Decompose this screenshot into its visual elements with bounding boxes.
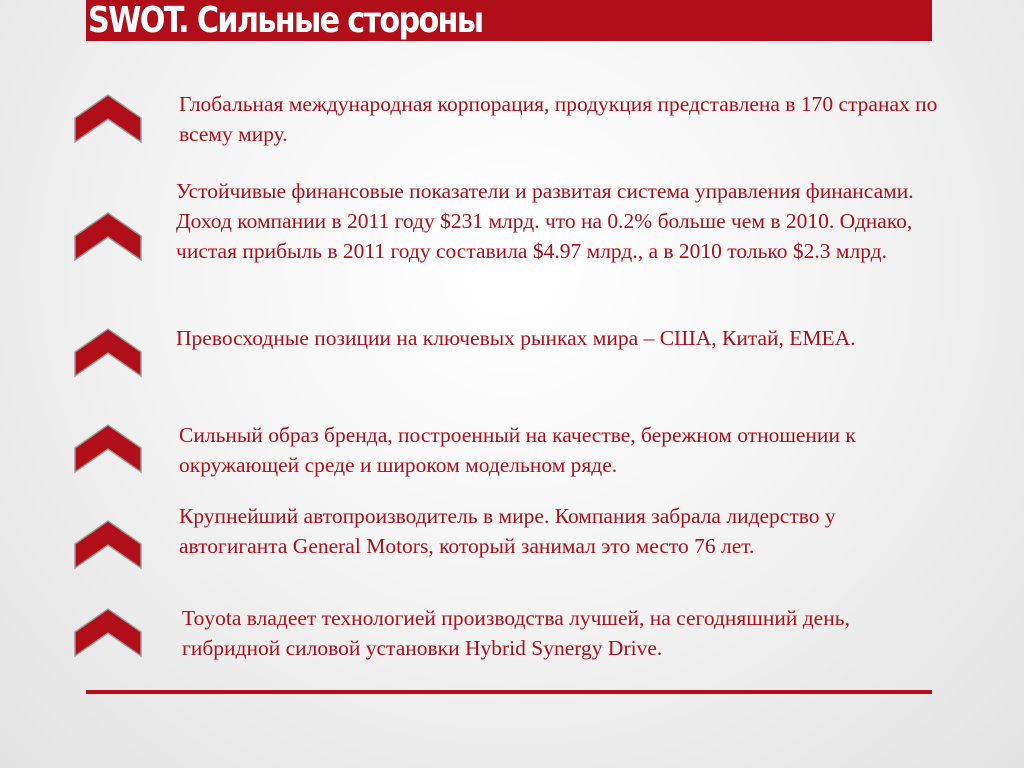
bottom-divider xyxy=(86,690,932,694)
chevron-up-icon xyxy=(72,92,144,144)
strength-item-6: Toyota владеет технологией производства лучшей, на сегодняшний день, гибридной силовой установки Hybrid Synergy Drive. xyxy=(182,606,850,660)
chevron-up-icon xyxy=(72,518,144,570)
title-bar xyxy=(86,0,932,41)
strength-item-4: Сильный образ бренда, построенный на качестве, бережном отношении к окружающей среде и широком модельном ряде. xyxy=(179,423,856,477)
strength-item-5: Крупнейший автопроизводитель в мире. Компания забрала лидерство у автогиганта General Motors, который занимал это место 76 лет. xyxy=(179,504,836,558)
strength-item-3: Превосходные позиции на ключевых рынках мира – США, Китай, EMEA. xyxy=(176,326,856,350)
chevron-up-icon xyxy=(72,210,144,262)
chevron-up-icon xyxy=(72,326,144,378)
strength-item-2: Устойчивые финансовые показатели и развитая система управления финансами. Доход компании в 2011 году $231 млрд. что на 0.2% больше чем в 2010. Однако, чистая прибыль в 2011 году составила $4.97 млрд., а в 2010 только $2.3 млрд. xyxy=(176,179,914,263)
strength-item-1: Глобальная международная корпорация, продукция представлена в 170 странах по всему миру. xyxy=(179,92,938,146)
chevron-up-icon xyxy=(72,606,144,658)
slide-title: SWOT. Сильные стороны xyxy=(88,0,483,41)
chevron-up-icon xyxy=(72,422,144,474)
